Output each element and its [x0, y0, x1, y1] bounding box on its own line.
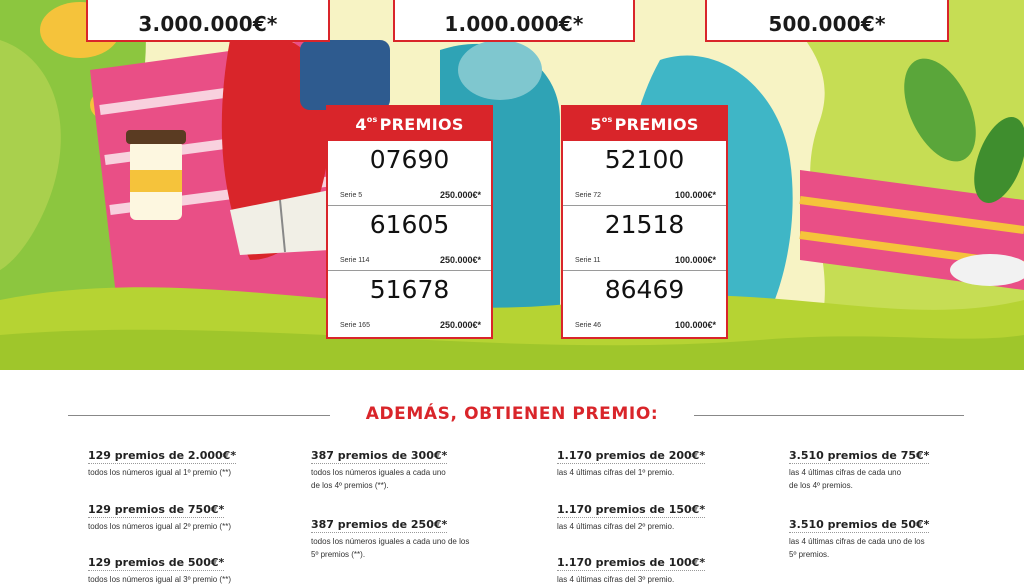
prize-item-desc: 5º premios (**).: [311, 550, 366, 559]
fourth-prizes-card: [326, 105, 493, 339]
prize-item-title: 3.510 premios de 50€*: [789, 518, 930, 531]
ticket-amount: 250.000€*: [439, 190, 481, 200]
ticket-row: [328, 271, 491, 335]
prize-item-title: 1.170 premios de 200€*: [557, 449, 706, 462]
ticket-serie: Serie 11: [575, 257, 601, 264]
prize-item: [88, 500, 308, 533]
prize-item: [88, 553, 308, 586]
prize-item: [557, 446, 777, 479]
ticket-serie: Serie 72: [575, 192, 602, 199]
prize-item-title: 1.170 premios de 100€*: [557, 556, 706, 569]
ticket-serie: Serie 5: [340, 192, 363, 199]
prize-item-desc: todos los números iguales a cada uno de los: [311, 537, 470, 546]
fourth-prizes-ordinal-suffix: os: [366, 114, 378, 124]
prize-item-desc: todos los números iguales a cada uno: [311, 468, 446, 477]
prize-item: [557, 500, 777, 533]
ticket-row: [563, 271, 726, 335]
fifth-prizes-title: PREMIOS: [614, 114, 699, 134]
ticket-row: [563, 206, 726, 271]
ticket-row: [328, 141, 491, 206]
ticket-amount: 250.000€*: [439, 255, 481, 265]
first-prize-amount: 3.000.000€*: [138, 12, 278, 36]
prize-item: [88, 446, 308, 479]
prize-item-desc: de los 4º premios (**).: [311, 481, 389, 490]
prize-item-desc: las 4 últimas cifras del 2º premio.: [557, 522, 675, 531]
additional-prizes-title: ADEMÁS, OBTIENEN PREMIO:: [365, 404, 659, 424]
fourth-prizes-ordinal: 4: [355, 114, 367, 134]
first-prize-box: [86, 0, 330, 42]
prize-item-title: 129 premios de 2.000€*: [88, 449, 237, 462]
prize-item-desc: todos los números igual al 3º premio (**): [88, 575, 231, 584]
fourth-prizes-title: PREMIOS: [379, 114, 464, 134]
prize-item-title: 387 premios de 300€*: [311, 449, 448, 462]
fifth-prizes-ordinal-suffix: os: [601, 114, 613, 124]
prize-item: [789, 515, 1009, 561]
prize-item-desc: 5º premios.: [789, 550, 830, 559]
prize-item-desc: las 4 últimas cifras del 1º premio.: [557, 468, 675, 477]
ticket-serie: Serie 114: [340, 257, 370, 264]
ticket-number: 61605: [369, 210, 450, 239]
ticket-number: 07690: [369, 145, 450, 174]
ticket-row: [328, 206, 491, 271]
prize-item-desc: todos los números igual al 1º premio (**): [88, 468, 231, 477]
second-prize-box: [393, 0, 635, 42]
ticket-serie: Serie 165: [340, 322, 370, 329]
fifth-prizes-card: [561, 105, 728, 339]
prize-item-title: 129 premios de 750€*: [88, 503, 225, 516]
divider-left: [68, 415, 330, 416]
prize-item: [557, 553, 777, 586]
prize-item-title: 129 premios de 500€*: [88, 556, 225, 569]
prize-item: [789, 446, 1009, 492]
ticket-amount: 100.000€*: [674, 320, 716, 330]
ticket-number: 52100: [604, 145, 685, 174]
ticket-number: 21518: [604, 210, 685, 239]
third-prize-amount: 500.000€*: [768, 12, 886, 36]
prize-item-desc: las 4 últimas cifras de cada uno de los: [789, 537, 925, 546]
prize-item-desc: las 4 últimas cifras de cada uno: [789, 468, 902, 477]
prize-item-desc: de los 4º premios.: [789, 481, 853, 490]
fifth-prizes-header: [563, 107, 726, 141]
prize-item-desc: las 4 últimas cifras del 3º premio.: [557, 575, 675, 584]
ticket-amount: 100.000€*: [674, 255, 716, 265]
ticket-number: 51678: [369, 275, 450, 304]
ticket-number: 86469: [604, 275, 685, 304]
prize-item-title: 3.510 premios de 75€*: [789, 449, 930, 462]
prize-item: [311, 446, 531, 492]
prize-item: [311, 515, 531, 561]
prize-item-title: 387 premios de 250€*: [311, 518, 448, 531]
second-prize-amount: 1.000.000€*: [444, 12, 584, 36]
prize-item-desc: todos los números igual al 2º premio (**): [88, 522, 231, 531]
divider-right: [694, 415, 964, 416]
fifth-prizes-ordinal: 5: [590, 114, 602, 134]
prize-item-title: 1.170 premios de 150€*: [557, 503, 706, 516]
ticket-serie: Serie 46: [575, 322, 602, 329]
ticket-amount: 250.000€*: [439, 320, 481, 330]
ticket-row: [563, 141, 726, 206]
fourth-prizes-header: [328, 107, 491, 141]
additional-prizes-heading: [0, 402, 1024, 428]
ticket-amount: 100.000€*: [674, 190, 716, 200]
third-prize-box: [705, 0, 949, 42]
